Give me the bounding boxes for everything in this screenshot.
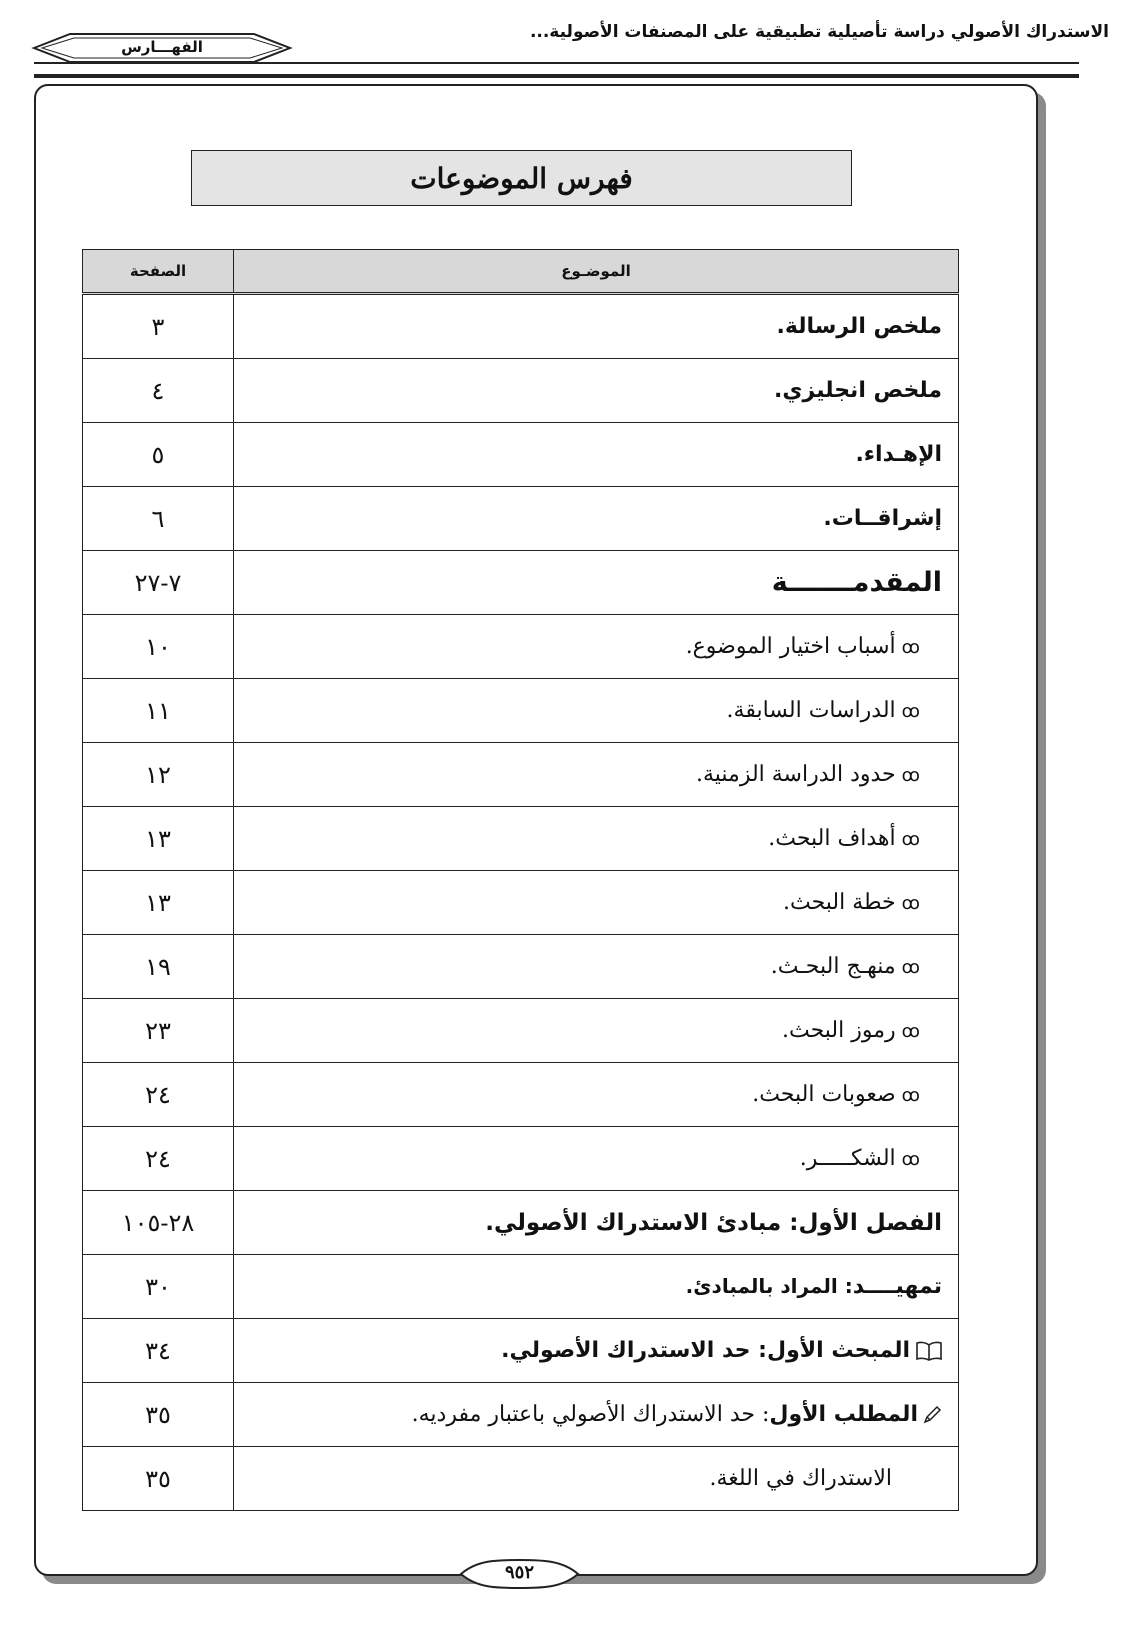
row-page: ٣٥ <box>83 1447 234 1511</box>
row-topic: الإهـداء. <box>234 423 959 487</box>
table-row <box>83 935 959 999</box>
bullet-icon: ꝏ <box>901 637 920 658</box>
row-topic-lead: تمهيــــد <box>852 1274 942 1299</box>
row-topic <box>234 1319 959 1383</box>
bullet-icon: ꝏ <box>901 1149 920 1170</box>
book-icon <box>916 1341 942 1361</box>
page-number: ٩٥٢ <box>504 1562 534 1583</box>
table-row <box>83 1319 959 1383</box>
bullet-icon: ꝏ <box>901 1021 920 1042</box>
bullet-icon: ꝏ <box>901 829 920 850</box>
row-topic <box>234 1383 959 1447</box>
row-topic: الفصل الأول: مبادئ الاستدراك الأصولي. <box>234 1191 959 1255</box>
row-page: ١٣ <box>83 807 234 871</box>
table-row <box>83 871 959 935</box>
row-topic: ملخص انجليزي. <box>234 359 959 423</box>
row-topic: المقدمـــــــة <box>234 551 959 615</box>
table-row <box>83 743 959 807</box>
row-page: ٢٣ <box>83 999 234 1063</box>
row-topic-text: حدود الدراسة الزمنية. <box>695 762 896 787</box>
row-page: ٢٤ <box>83 1063 234 1127</box>
table-row <box>83 423 959 487</box>
row-page: ٣٠ <box>83 1255 234 1319</box>
table-row <box>83 615 959 679</box>
row-page: ١٣ <box>83 871 234 935</box>
row-page: ٥ <box>83 423 234 487</box>
row-page: ١٢ <box>83 743 234 807</box>
row-page: ٢٤ <box>83 1127 234 1191</box>
row-topic: إشراقــات. <box>234 487 959 551</box>
row-topic <box>234 1255 959 1319</box>
row-page: ٣ <box>83 294 234 359</box>
table-row <box>83 999 959 1063</box>
row-topic-text: خطة البحث. <box>782 890 896 915</box>
table-row <box>83 1255 959 1319</box>
row-topic-lead: المطلب الأول <box>769 1402 918 1427</box>
row-page: ٣٤ <box>83 1319 234 1383</box>
bullet-icon: ꝏ <box>901 701 920 722</box>
row-topic: الاستدراك في اللغة. <box>234 1447 959 1511</box>
row-topic-text: : المراد بالمبادئ. <box>685 1274 853 1298</box>
row-topic: ملخص الرسالة. <box>234 294 959 359</box>
table-row <box>83 1127 959 1191</box>
section-tab-label: الفهـــارس <box>121 38 203 56</box>
row-page: ٤ <box>83 359 234 423</box>
row-topic <box>234 807 959 871</box>
column-header-page: الصفحة <box>83 250 234 294</box>
table-row <box>83 1063 959 1127</box>
table-row <box>83 1383 959 1447</box>
page-title: فهرس الموضوعات <box>191 150 852 206</box>
table-row <box>83 487 959 551</box>
pen-icon <box>922 1405 942 1425</box>
header-rule <box>34 62 1079 78</box>
row-topic <box>234 999 959 1063</box>
column-header-topic: الموضـوع <box>234 250 959 294</box>
row-topic-text: الشكـــــر. <box>799 1146 896 1171</box>
running-title: الاستدراك الأصولي دراسة تأصيلية تطبيقية على المصنفات الأصولية... <box>529 22 1109 42</box>
row-topic <box>234 935 959 999</box>
row-topic-text: صعوبات البحث. <box>752 1082 896 1107</box>
row-topic-text: أهداف البحث. <box>768 826 896 851</box>
row-topic-text: منهـج البحـث. <box>770 954 896 979</box>
row-topic-text: : حد الاستدراك الأصولي باعتبار مفرديه. <box>411 1402 770 1427</box>
table-row <box>83 679 959 743</box>
table-row <box>83 1191 959 1255</box>
row-page: ١٠ <box>83 615 234 679</box>
bullet-icon: ꝏ <box>901 1085 920 1106</box>
row-topic <box>234 743 959 807</box>
table-row <box>83 359 959 423</box>
row-topic <box>234 679 959 743</box>
row-page: ١١ <box>83 679 234 743</box>
row-topic-text: أسباب اختيار الموضوع. <box>685 634 896 659</box>
bullet-icon: ꝏ <box>901 765 920 786</box>
table-row <box>83 807 959 871</box>
row-topic-text: المبحث الأول: حد الاستدراك الأصولي. <box>501 1338 910 1363</box>
row-page: ٧-٢٧ <box>83 551 234 615</box>
row-topic-text: رموز البحث. <box>782 1018 896 1043</box>
row-topic <box>234 871 959 935</box>
row-page: ٣٥ <box>83 1383 234 1447</box>
row-topic <box>234 1063 959 1127</box>
table-row <box>83 294 959 359</box>
table-header-row <box>83 250 959 294</box>
page-number-badge <box>457 1557 582 1591</box>
row-topic <box>234 1127 959 1191</box>
table-row <box>83 1447 959 1511</box>
row-topic-text: الدراسات السابقة. <box>726 698 896 723</box>
row-page: ٢٨-١٠٥ <box>83 1191 234 1255</box>
contents-table <box>82 249 959 1511</box>
table-row <box>83 551 959 615</box>
bullet-icon: ꝏ <box>901 893 920 914</box>
bullet-icon: ꝏ <box>901 957 920 978</box>
row-page: ٦ <box>83 487 234 551</box>
row-page: ١٩ <box>83 935 234 999</box>
row-topic <box>234 615 959 679</box>
